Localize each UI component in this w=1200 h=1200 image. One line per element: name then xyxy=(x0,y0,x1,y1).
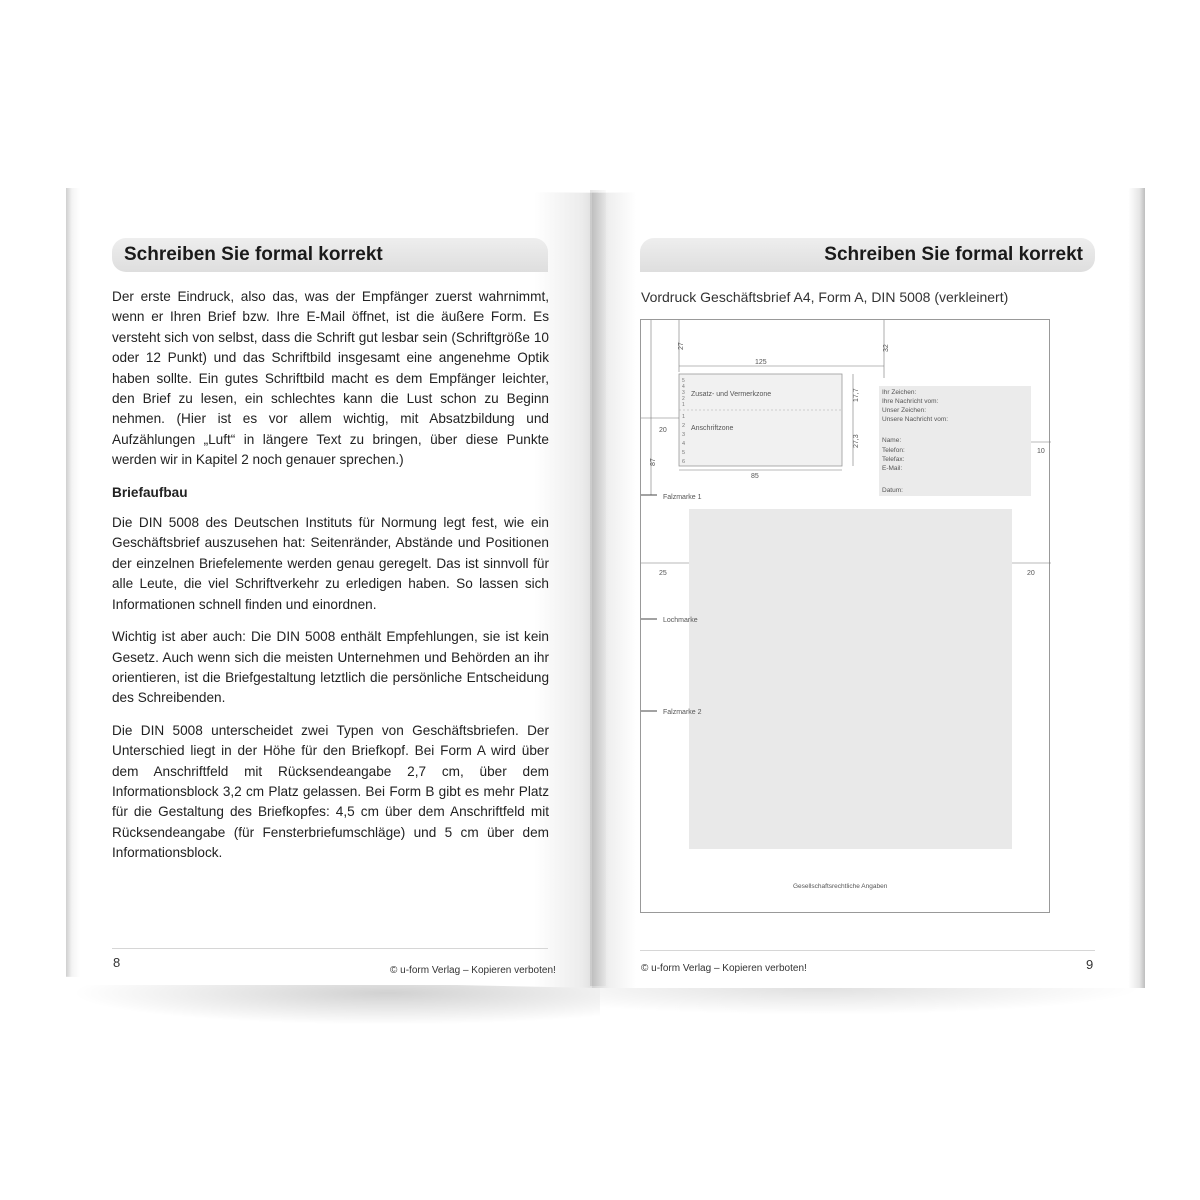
lochmarke-label: Lochmarke xyxy=(663,617,698,624)
footer-zone-label: Gesellschaftsrechtliche Angaben xyxy=(793,883,888,890)
address-field-box xyxy=(679,374,842,466)
info-line: Telefon: xyxy=(882,447,905,454)
info-line: Unsere Nachricht vom: xyxy=(882,416,949,423)
dim-label: 17,7 xyxy=(853,388,860,402)
dim-label: 32 xyxy=(883,344,890,352)
paragraph: Die DIN 5008 des Deutschen Instituts für Normung legt fest, wie ein Geschäftsbrief auszusehen hat: Seitenränder, Abstände und Positionen der einzelnen Briefelemente werden genau geregelt. Das ist sinnvoll für alle Leute, die viel Schriftverkehr zu erledigen haben. So lassen sich Informationen schnell finden und einordnen. xyxy=(112,515,549,612)
zone-anschrift-label: Anschriftzone xyxy=(691,425,734,432)
line-number: 5 xyxy=(682,450,686,456)
right-page-heading: Schreiben Sie formal korrekt xyxy=(640,238,1095,272)
line-number: 1 xyxy=(682,414,686,420)
line-number: 3 xyxy=(682,432,686,438)
letter-form-diagram xyxy=(640,319,1050,913)
left-page-heading: Schreiben Sie formal korrekt xyxy=(112,238,548,272)
dim-label: 10 xyxy=(1037,448,1045,455)
info-line: Ihr Zeichen: xyxy=(882,389,917,396)
book-gutter xyxy=(590,190,606,986)
line-number: 5 xyxy=(682,378,685,384)
falzmarke1-label: Falzmarke 1 xyxy=(663,494,702,501)
line-number: 3 xyxy=(682,390,685,396)
line-number: 2 xyxy=(682,423,686,429)
dim-label: 85 xyxy=(751,473,759,480)
left-footer-rule xyxy=(112,948,548,949)
dim-label: 125 xyxy=(755,359,767,366)
paragraph: Wichtig ist aber auch: Die DIN 5008 enthält Empfehlungen, sie ist kein Gesetz. Auch wenn sich die meisten Unternehmen und Behörden an ihr orientieren, ist die Briefgestaltung letztlich die persönliche Entscheidung des Schreibenden. xyxy=(112,629,549,706)
line-number: 4 xyxy=(682,384,685,390)
line-number: 6 xyxy=(682,459,686,465)
info-line: Telefax: xyxy=(882,456,905,463)
book-shadow-left xyxy=(70,985,600,1025)
paragraph: Der erste Eindruck, also das, was der Empfänger zuerst wahrnimmt, wenn er Ihren Brief bzw. Ihre E-Mail öffnet, ist die äußere Form. Es versteht sich von selbst, dass die Schrift gut lesbar sein (Schriftgröße 10 oder 12 Punkt) und das Schriftbild insgesamt eine angenehme Optik haben sollte. Ein gutes Schriftbild macht es dem Empfänger leichter, den Brief zu lesen, ein schlechtes kann die Lust schon zu Beginn nehmen. (Hier ist es vor allem wichtig, mit Absatzbildung und Aufzählungen „Luft“ in längere Text zu bringen, über diese Punkte werden wir in Kapitel 2 noch genauer sprechen.) xyxy=(112,289,549,468)
section-heading: Briefaufbau xyxy=(112,484,188,500)
falzmarke2-label: Falzmarke 2 xyxy=(663,709,702,716)
dim-label: 20 xyxy=(1027,570,1035,577)
dim-label: 27 xyxy=(678,342,685,350)
form-caption: Vordruck Geschäftsbrief A4, Form A, DIN 5008 (verkleinert) xyxy=(641,289,1009,305)
info-line: Name: xyxy=(882,437,902,444)
paragraph: Die DIN 5008 unterscheidet zwei Typen von Geschäftsbriefen. Der Unterschied liegt in der Höhe für den Briefkopf. Bei Form A wird über dem Anschriftfeld mit Rücksendeangabe 2,7 cm, über dem Informationsblock 3,2 cm Platz gelassen. Bei Form B gibt es mehr Platz für die Gestaltung des Briefkopfes: 4,5 cm über dem Anschriftfeld mit Rücksendeangabe (für Fensterbriefumschläge) und 5 cm über dem Informationsblock. xyxy=(112,722,549,861)
left-page-number: 8 xyxy=(113,955,121,970)
left-copyright: © u-form Verlag – Kopieren verboten! xyxy=(390,965,556,976)
info-line: Ihre Nachricht vom: xyxy=(882,398,939,405)
dim-label: 20 xyxy=(659,427,667,434)
right-page-number: 9 xyxy=(1086,957,1094,972)
dim-label: 27,3 xyxy=(853,434,860,448)
left-page-body xyxy=(112,287,549,876)
dim-label: 87 xyxy=(650,458,657,466)
book-shadow-right xyxy=(600,985,1145,1015)
right-copyright: © u-form Verlag – Kopieren verboten! xyxy=(641,963,807,974)
line-number: 4 xyxy=(682,441,686,447)
right-footer-rule xyxy=(640,950,1095,951)
line-number: 1 xyxy=(682,402,685,408)
info-line: Datum: xyxy=(882,487,903,494)
info-line: Unser Zeichen: xyxy=(882,407,927,414)
info-line: E-Mail: xyxy=(882,465,903,472)
vermerk-line-numbers xyxy=(682,378,685,408)
line-number: 2 xyxy=(682,396,685,402)
text-area-box xyxy=(689,509,1012,849)
zone-vermerk-label: Zusatz- und Vermerkzone xyxy=(691,391,772,398)
dim-label: 25 xyxy=(659,570,667,577)
